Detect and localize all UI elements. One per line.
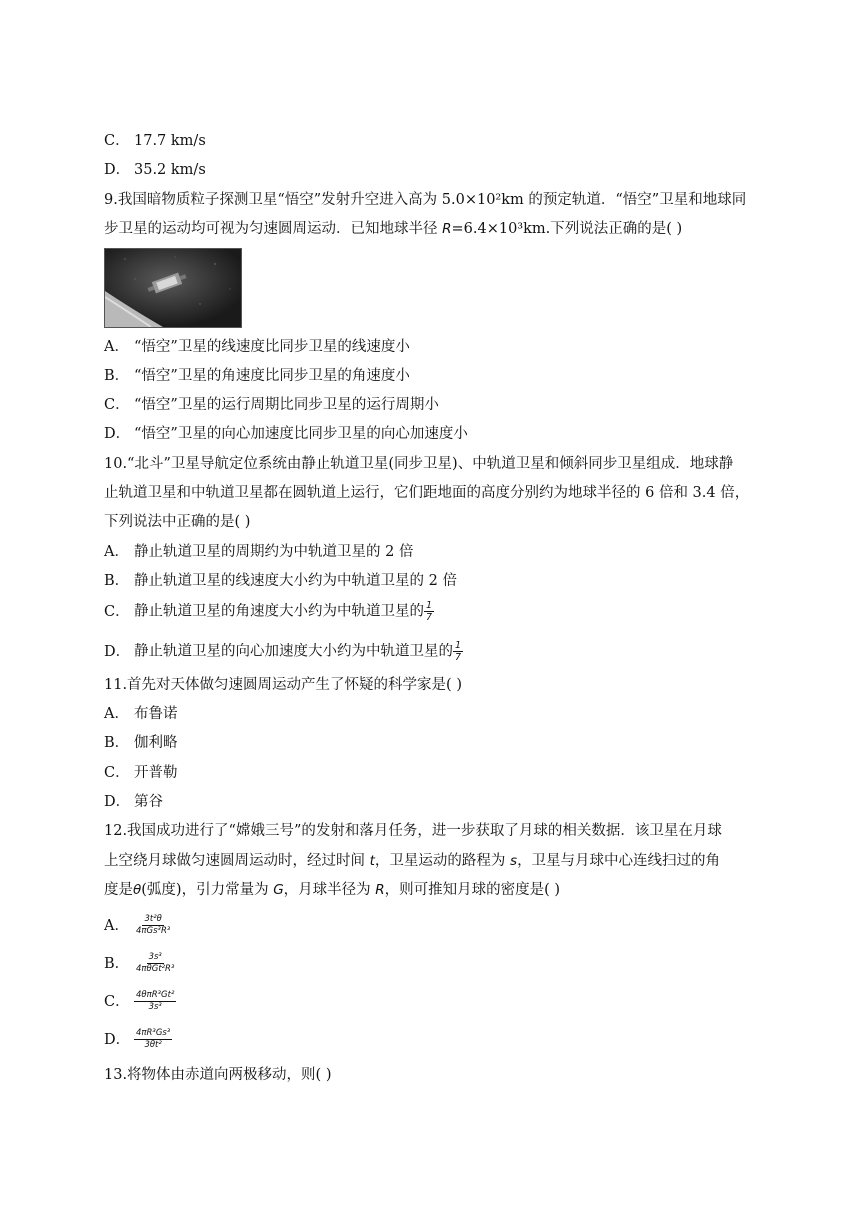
q13-stem: 13.将物体由赤道向两极移动，则( )	[104, 1067, 332, 1083]
option-text: 伽利略	[134, 735, 178, 751]
option-text: 静止轨道卫星的向心加速度大小约为中轨道卫星的	[134, 643, 453, 660]
q8-option-c	[104, 131, 206, 151]
q11-option-c	[104, 763, 178, 783]
option-letter: C．	[104, 765, 130, 781]
q12-stem-text: ，月球半径为	[283, 882, 376, 898]
option-text: “悟空”卫星的运行周期比同步卫星的运行周期小	[134, 397, 439, 413]
option-text: “悟空”卫星的向心加速度比同步卫星的向心加速度小	[134, 426, 468, 442]
q10-stem-line-1: 10.“北斗”卫星导航定位系统由静止轨道卫星(同步卫星)、中轨道卫星和倾斜同步卫星组成．地球静	[104, 456, 734, 472]
q9-stem-text: 步卫星的运动均可视为匀速圆周运动．已知地球半径	[104, 221, 443, 237]
option-letter: C．	[104, 603, 130, 620]
satellite-image	[105, 249, 241, 327]
q11-option-a	[104, 704, 178, 724]
variable-r: R	[375, 882, 385, 898]
q9-option-a	[104, 337, 410, 357]
option-letter: A．	[104, 339, 129, 355]
variable-g: G	[273, 882, 284, 898]
q10-option-a	[104, 542, 413, 562]
q9-stem-line-2	[104, 219, 682, 239]
option-text: “悟空”卫星的线速度比同步卫星的线速度小	[134, 339, 410, 355]
option-text: 35.2 km/s	[134, 162, 206, 178]
fraction: $\frac{\text{4θπR³Gt²}}{\text{3s³}}$	[136, 990, 175, 1012]
option-letter: A．	[104, 544, 129, 560]
q11-stem: 11.首先对天体做匀速圆周运动产生了怀疑的科学家是( )	[104, 677, 462, 693]
q12-option-d	[104, 1028, 172, 1051]
q12-stem-text: ，卫星运动的路程为	[374, 853, 511, 869]
q10-stem-line-3: 下列说法中正确的是( )	[104, 514, 251, 530]
q9-stem-line-1: 9.我国暗物质粒子探测卫星“悟空”发射升空进入高为 5.0×10²km 的预定轨道．“悟空”卫星和地球同	[104, 192, 747, 208]
option-letter: D．	[104, 794, 131, 810]
fraction: $\frac{\text{3t²θ}}{\text{4πGs³R³}}$	[136, 914, 171, 936]
option-text: 17.7 km/s	[134, 133, 206, 149]
option-letter: D．	[104, 162, 131, 178]
variable-t: t	[369, 853, 375, 869]
option-text: “悟空”卫星的角速度比同步卫星的角速度小	[134, 368, 410, 384]
fraction: $\frac{\text{3s³}}{\text{4πθGt²R³}}$	[136, 952, 175, 974]
variable-r: R	[442, 221, 452, 237]
satellite-photo	[104, 248, 242, 328]
option-letter: A．	[104, 706, 129, 722]
q12-stem-text: ，卫星与月球中心连线扫过的角	[517, 853, 721, 869]
fraction: $\frac{1}{7}$	[426, 600, 433, 623]
q10-option-c	[104, 600, 434, 623]
option-letter: B．	[104, 735, 130, 751]
q9-option-b	[104, 366, 410, 386]
q9-stem-text: =6.4×10³km.下列说法正确的是( )	[451, 221, 683, 237]
variable-theta: θ	[133, 882, 142, 898]
fraction: $\frac{\text{4πR³Gs³}}{\text{3θt²}}$	[136, 1028, 171, 1050]
q12-stem-line-3	[104, 880, 560, 900]
option-letter: B．	[104, 955, 130, 972]
option-letter: D．	[104, 426, 131, 442]
q12-stem-line-1: 12.我国成功进行了“嫦娥三号”的发射和落月任务，进一步获取了月球的相关数据．该卫星在月球	[104, 823, 722, 839]
q10-option-d	[104, 640, 463, 663]
option-letter: C．	[104, 397, 130, 413]
fraction: $\frac{1}{7}$	[455, 640, 462, 663]
q9-option-c	[104, 395, 439, 415]
q12-option-b	[104, 952, 176, 975]
option-letter: B．	[104, 573, 130, 589]
q11-option-b	[104, 733, 178, 753]
q10-option-b	[104, 571, 457, 591]
variable-s: s	[510, 853, 518, 869]
q9-option-d	[104, 424, 468, 444]
option-text: 静止轨道卫星的角速度大小约为中轨道卫星的	[134, 603, 424, 620]
option-text: 开普勒	[134, 765, 178, 781]
option-letter: D．	[104, 643, 131, 660]
option-text: 静止轨道卫星的周期约为中轨道卫星的 2 倍	[134, 544, 414, 560]
q12-stem-text: 上空绕月球做匀速圆周运动时，经过时间	[104, 853, 370, 869]
q12-stem-text: ，则可推知月球的密度是( )	[384, 882, 561, 898]
q12-stem-line-2	[104, 851, 720, 871]
q12-option-a	[104, 914, 172, 937]
option-letter: C．	[104, 133, 130, 149]
q10-stem-line-2: 止轨道卫星和中轨道卫星都在圆轨道上运行，它们距地面的高度分别约为地球半径的 6 倍和 3.4 倍，	[104, 485, 750, 501]
q12-stem-text: (弧度)，引力常量为	[141, 882, 274, 898]
option-text: 第谷	[134, 794, 163, 810]
q12-stem-text: 度是	[104, 882, 133, 898]
q12-option-c	[104, 990, 176, 1013]
option-letter: A．	[104, 917, 129, 934]
option-letter: B．	[104, 368, 130, 384]
q11-option-d	[104, 792, 163, 812]
option-letter: C．	[104, 993, 130, 1010]
option-text: 布鲁诺	[134, 706, 178, 722]
option-text: 静止轨道卫星的线速度大小约为中轨道卫星的 2 倍	[134, 573, 457, 589]
q8-option-d	[104, 160, 206, 180]
option-letter: D．	[104, 1031, 131, 1048]
